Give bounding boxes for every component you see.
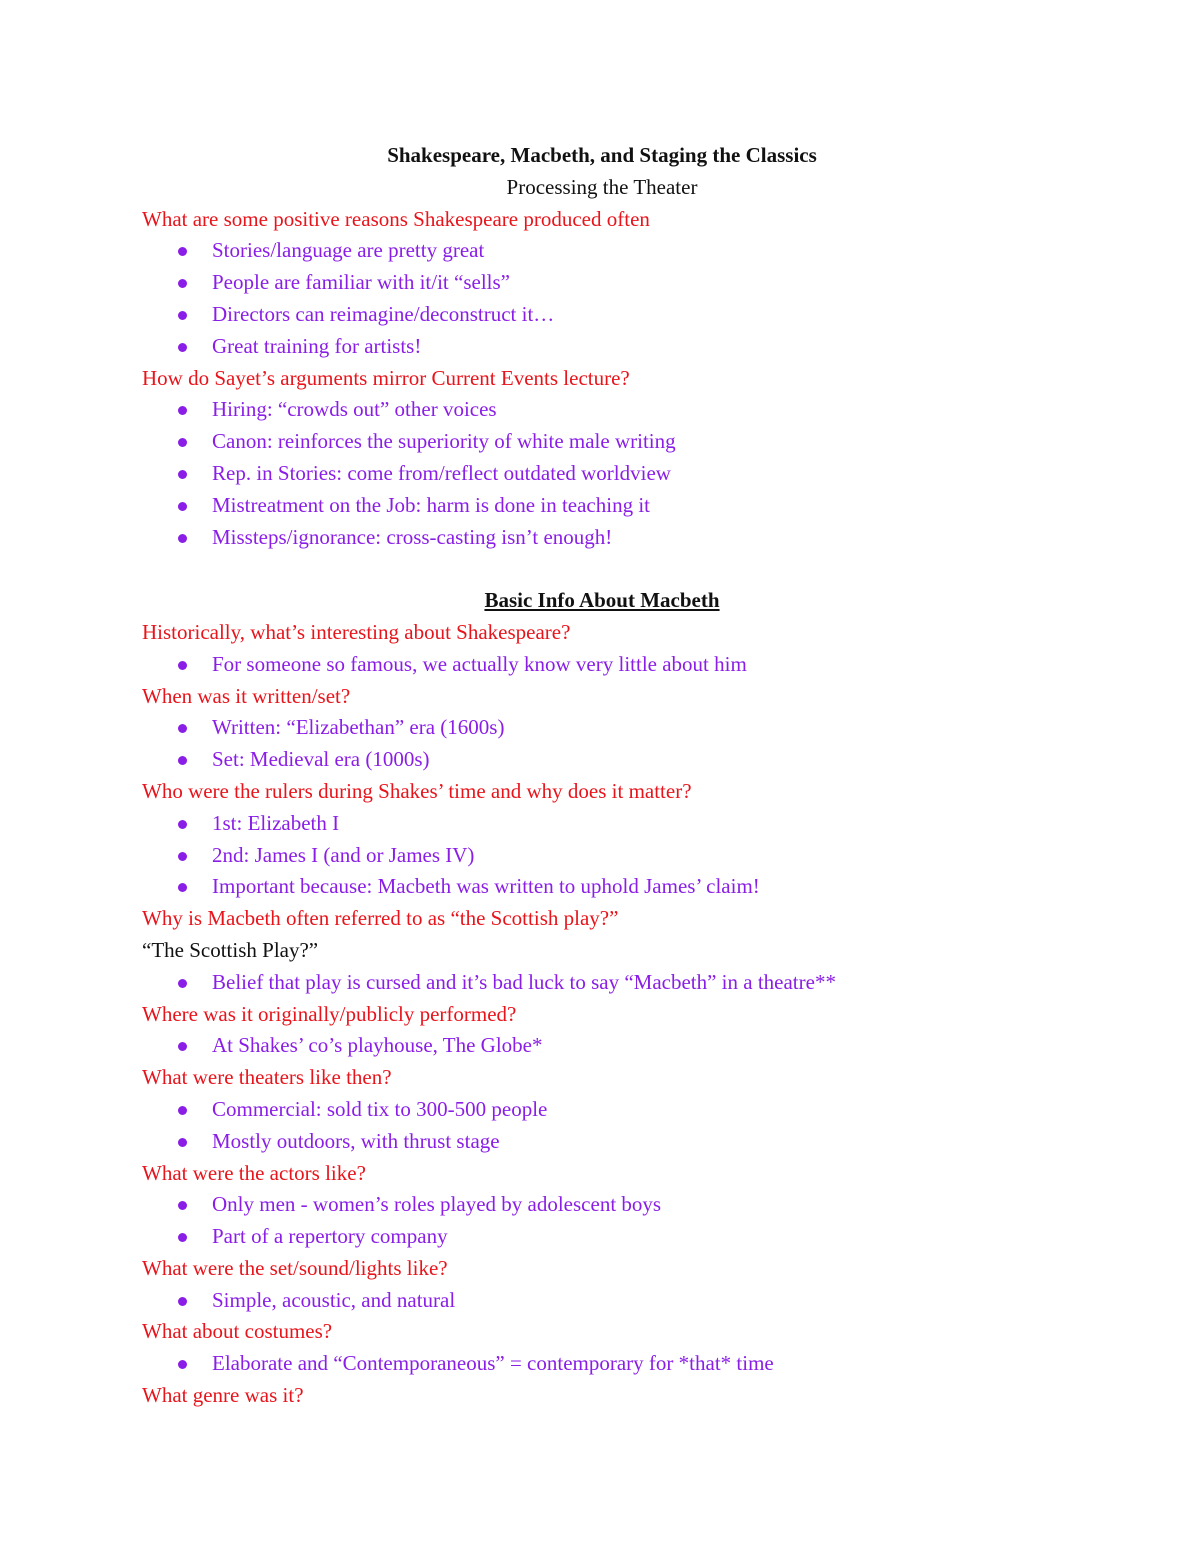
bullet-list: [142, 394, 1062, 553]
bullet-dot-icon: [178, 661, 187, 670]
bullet-item: Rep. in Stories: come from/reflect outdated worldview: [142, 458, 1062, 490]
bullet-dot-icon: [178, 1138, 187, 1147]
bullet-list: [142, 1189, 1062, 1253]
section-processing: [142, 204, 1062, 554]
bullet-list: [142, 1285, 1062, 1317]
bullet-list: [142, 712, 1062, 776]
bullet-dot-icon: [178, 852, 187, 861]
bullet-item: Important because: Macbeth was written to uphold James’ claim!: [142, 871, 1062, 903]
question: Who were the rulers during Shakes’ time and why does it matter?: [142, 778, 692, 803]
bullet-dot-icon: [178, 279, 187, 288]
document-title: Shakespeare, Macbeth, and Staging the Classics: [387, 143, 817, 167]
bullet-item: Hiring: “crowds out” other voices: [142, 394, 1062, 426]
section-heading: Basic Info About Macbeth: [484, 588, 720, 613]
bullet-item: 2nd: James I (and or James IV): [142, 840, 1062, 872]
bullet-item: At Shakes’ co’s playhouse, The Globe*: [142, 1030, 1062, 1062]
bullet-dot-icon: [178, 724, 187, 733]
bullet-item: Set: Medieval era (1000s): [142, 744, 1062, 776]
bullet-item: Only men - women’s roles played by adolescent boys: [142, 1189, 1062, 1221]
bullet-item: Belief that play is cursed and it’s bad luck to say “Macbeth” in a theatre**: [142, 967, 1062, 999]
bullet-list: [142, 235, 1062, 362]
bullet-item: Commercial: sold tix to 300-500 people: [142, 1094, 1062, 1126]
bullet-item: Mistreatment on the Job: harm is done in teaching it: [142, 490, 1062, 522]
bullet-dot-icon: [178, 756, 187, 765]
section-basic-info: [142, 585, 1062, 1412]
question: What were the actors like?: [142, 1160, 366, 1185]
question: What are some positive reasons Shakespeare produced often: [142, 206, 650, 231]
bullet-item: Stories/language are pretty great: [142, 235, 1062, 267]
document-subtitle: Processing the Theater: [506, 174, 698, 199]
bullet-dot-icon: [178, 534, 187, 543]
bullet-dot-icon: [178, 1233, 187, 1242]
bullet-dot-icon: [178, 1042, 187, 1051]
bullet-item: Great training for artists!: [142, 331, 1062, 363]
bullet-dot-icon: [178, 820, 187, 829]
question: What genre was it?: [142, 1383, 304, 1408]
bullet-list: [142, 808, 1062, 903]
bullet-dot-icon: [178, 883, 187, 892]
bullet-dot-icon: [178, 1106, 187, 1115]
bullet-list: [142, 967, 1062, 999]
question: Historically, what’s interesting about Shakespeare?: [142, 619, 571, 644]
question: What were the set/sound/lights like?: [142, 1255, 448, 1280]
plain-text: “The Scottish Play?”: [142, 937, 319, 962]
bullet-item: Elaborate and “Contemporaneous” = contemporary for *that* time: [142, 1348, 1062, 1380]
bullet-dot-icon: [178, 502, 187, 511]
bullet-item: Mostly outdoors, with thrust stage: [142, 1126, 1062, 1158]
spacer: [142, 553, 1062, 585]
bullet-item: Directors can reimagine/deconstruct it…: [142, 299, 1062, 331]
bullet-list: [142, 1348, 1062, 1380]
bullet-item: Written: “Elizabethan” era (1600s): [142, 712, 1062, 744]
bullet-item: Part of a repertory company: [142, 1221, 1062, 1253]
bullet-dot-icon: [178, 1360, 187, 1369]
bullet-dot-icon: [178, 1201, 187, 1210]
bullet-item: Simple, acoustic, and natural: [142, 1285, 1062, 1317]
question: What about costumes?: [142, 1319, 333, 1344]
question: When was it written/set?: [142, 683, 351, 708]
bullet-dot-icon: [178, 979, 187, 988]
bullet-list: [142, 1030, 1062, 1062]
question: Where was it originally/publicly performed?: [142, 1001, 517, 1026]
bullet-dot-icon: [178, 1297, 187, 1306]
question: How do Sayet’s arguments mirror Current Events lecture?: [142, 365, 630, 390]
bullet-dot-icon: [178, 406, 187, 415]
bullet-list: [142, 649, 1062, 681]
bullet-dot-icon: [178, 247, 187, 256]
bullet-dot-icon: [178, 438, 187, 447]
bullet-item: Canon: reinforces the superiority of white male writing: [142, 426, 1062, 458]
bullet-item: Missteps/ignorance: cross-casting isn’t enough!: [142, 522, 1062, 554]
bullet-item: 1st: Elizabeth I: [142, 808, 1062, 840]
document-page: [142, 140, 1062, 1412]
bullet-item: People are familiar with it/it “sells”: [142, 267, 1062, 299]
bullet-item: For someone so famous, we actually know very little about him: [142, 649, 1062, 681]
bullet-dot-icon: [178, 343, 187, 352]
question: Why is Macbeth often referred to as “the Scottish play?”: [142, 906, 619, 931]
bullet-list: [142, 1094, 1062, 1158]
bullet-dot-icon: [178, 470, 187, 479]
bullet-dot-icon: [178, 311, 187, 320]
question: What were theaters like then?: [142, 1065, 392, 1090]
